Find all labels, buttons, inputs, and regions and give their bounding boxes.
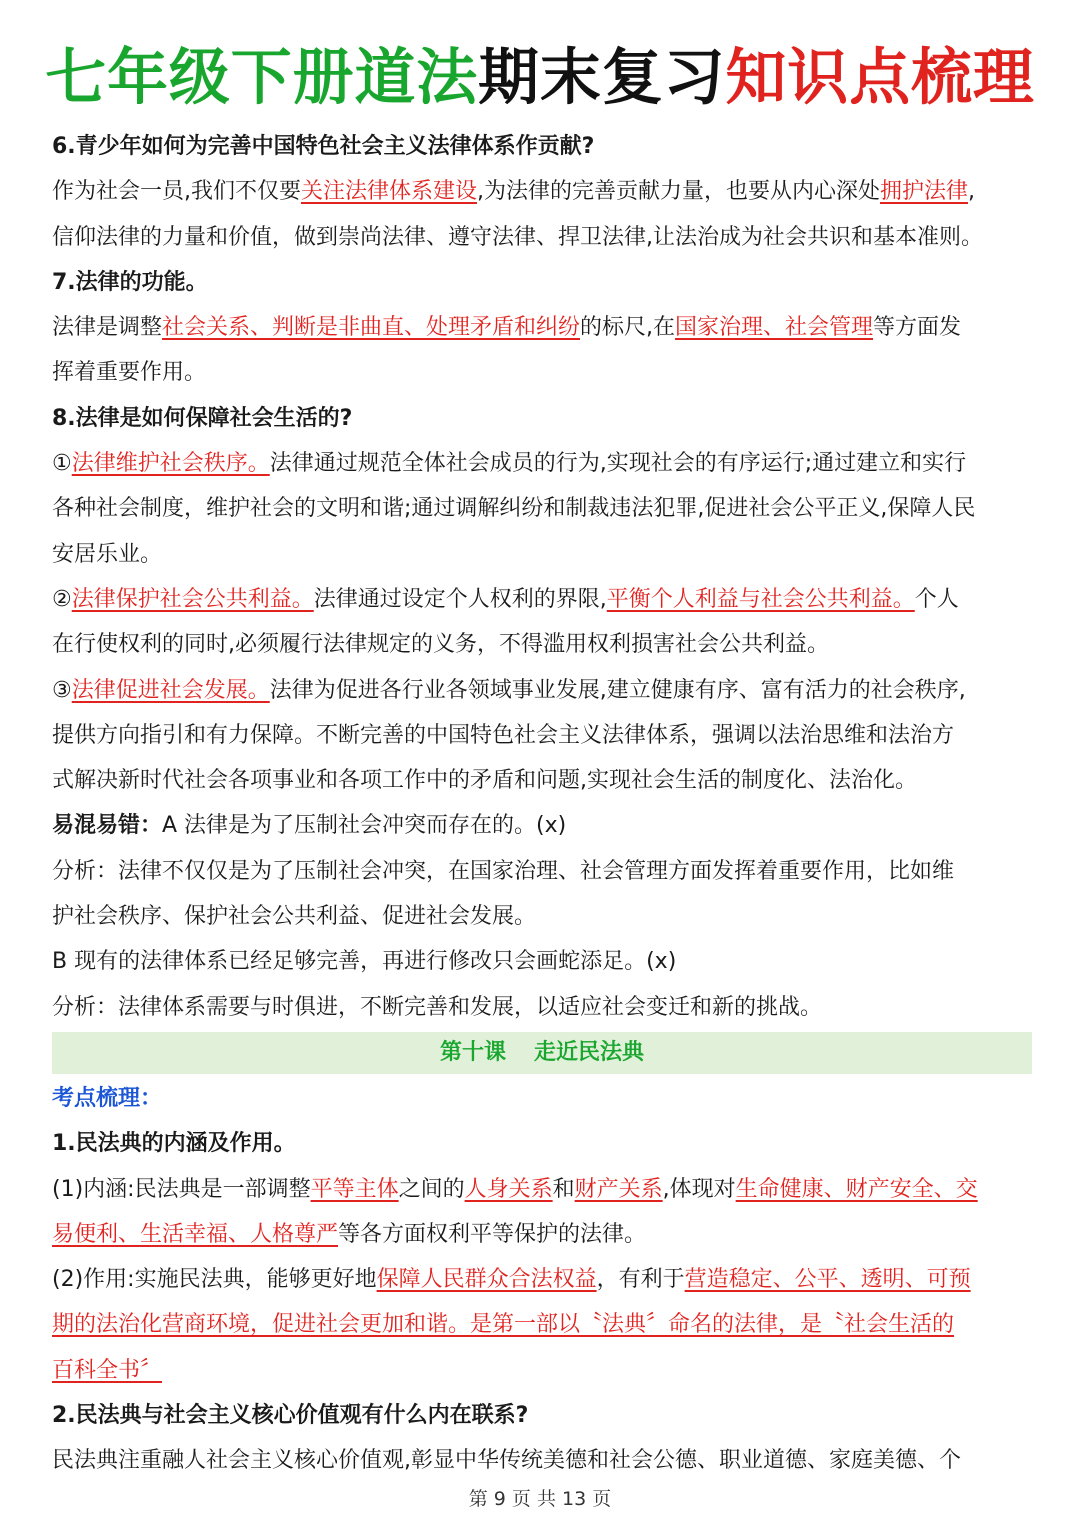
- title-part-3: 知识点梳理: [725, 43, 1035, 113]
- text: 法律通过规范全体社会成员的行为,实现社会的有序运行;通过建立和实行: [269, 451, 967, 477]
- page-number: 第 9 页 共 13 页: [468, 1488, 612, 1510]
- circled-number: ①: [52, 451, 72, 477]
- q8-point-3-line-3: 式解决新时代社会各项事业和各项工作中的矛盾和问题,实现社会生活的制度化、法治化。: [52, 768, 917, 794]
- circled-number: ②: [52, 586, 72, 612]
- m1-n2-line-3: [52, 1348, 1032, 1393]
- q8-point-1-line-3: 安居乐业。: [52, 541, 163, 567]
- mistake-a-analysis-2: 护社会秩序、保护社会公共利益、促进社会发展。: [52, 904, 537, 930]
- keypoint: 拥护法律: [880, 179, 969, 205]
- title-part-1: 七年级下册道法: [45, 43, 479, 113]
- text: 作为社会一员,我们不仅要: [52, 179, 301, 205]
- kaodian-heading: 考点梳理：: [52, 1085, 163, 1111]
- keypoint: 国家治理、社会管理: [675, 315, 874, 341]
- m1-n1-line-2: [52, 1212, 1032, 1257]
- text: 和: [552, 1176, 575, 1202]
- text: 法律是调整: [52, 315, 163, 341]
- q8-point-2-line-1: [52, 577, 1032, 622]
- keypoint: 易便利、生活幸福、人格尊严: [52, 1221, 339, 1247]
- mistake-a: [52, 803, 1032, 848]
- keypoint: 生命健康、财产安全、交: [735, 1176, 978, 1202]
- m1-heading: 1.民法典的内涵及作用。: [52, 1131, 296, 1157]
- q7-line-2: 挥着重要作用。: [52, 360, 207, 386]
- text: 等方面发: [873, 315, 962, 341]
- keypoint: 营造稳定、公平、透明、可预: [684, 1267, 971, 1293]
- keypoint: 财产关系: [574, 1176, 663, 1202]
- mistake-label: 易混易错：: [52, 813, 163, 839]
- m1-n2-line-1: [52, 1257, 1032, 1302]
- keypoint: 法律促进社会发展。: [71, 677, 270, 703]
- text: 法律通过设定个人权利的界限,: [313, 586, 607, 612]
- mistake-a-analysis-1: 分析：法律不仅仅是为了压制社会冲突，在国家治理、社会管理方面发挥着重要作用，比如维: [52, 858, 955, 884]
- q8-point-2-line-2: 在行使权利的同时,必须履行法律规定的义务，不得滥用权利损害社会公共利益。: [52, 632, 829, 658]
- q7-heading: 7.法律的功能。: [52, 269, 208, 295]
- text: 等各方面权利平等保护的法律。: [338, 1221, 647, 1247]
- mistake-b: B 现有的法律体系已经足够完善，再进行修改只会画蛇添足。(x): [52, 949, 677, 975]
- q6-heading: 6.青少年如何为完善中国特色社会主义法律体系作贡献?: [52, 134, 595, 159]
- m2-line-1: 民法典注重融人社会主义核心价值观,彰显中华传统美德和社会公德、职业道德、家庭美德、个: [52, 1448, 961, 1474]
- keypoint: 关注法律体系建设: [301, 179, 478, 205]
- text: (2)作用:实施民法典，能够更好地: [52, 1267, 377, 1293]
- text: A 法律是为了压制社会冲突而存在的。(x): [162, 813, 567, 839]
- lesson-name: 走近民法典: [534, 1039, 645, 1065]
- q8-heading: 8.法律是如何保障社会生活的?: [52, 405, 353, 431]
- q8-point-3-line-2: 提供方向指引和有力保障。不断完善的中国特色社会主义法律体系，强调以法治思维和法治方: [52, 722, 955, 748]
- keypoint: 期的法治化营商环境，促进社会更加和谐。是第一部以〝法典〞命名的法律，是〝社会生活的: [52, 1312, 955, 1338]
- keypoint: 法律维护社会秩序。: [71, 451, 270, 477]
- q8-point-3-line-1: [52, 668, 1032, 713]
- title-part-2: 期末复习: [478, 43, 726, 113]
- text: 的标尺,在: [580, 315, 676, 341]
- text: (1)内涵:民法典是一部调整: [52, 1176, 311, 1202]
- text: 法律为促进各行业各领域事业发展,建立健康有序、富有活力的社会秩序,: [269, 677, 966, 703]
- q7-line-1: [52, 305, 1032, 350]
- m1-n1-line-1: [52, 1167, 1032, 1212]
- text: 之间的: [398, 1176, 465, 1202]
- keypoint: 平等主体: [310, 1176, 399, 1202]
- q8-point-1-line-2: 各种社会制度，维护社会的文明和谐;通过调解纠纷和制裁违法犯罪,促进社会公平正义,保障人民: [52, 496, 976, 522]
- q6-line-1: [52, 169, 1032, 214]
- text: ，有利于: [596, 1267, 685, 1293]
- document-body: [52, 124, 1032, 1484]
- keypoint: 保障人民群众合法权益: [376, 1267, 597, 1293]
- keypoint: 平衡个人利益与社会公共利益。: [606, 586, 915, 612]
- keypoint: 百科全书〞: [52, 1357, 163, 1383]
- keypoint: 人身关系: [464, 1176, 553, 1202]
- text: 个人: [914, 586, 959, 612]
- m2-heading: 2.民法典与社会主义核心价值观有什么内在联系?: [52, 1403, 529, 1429]
- q6-line-2: 信仰法律的力量和价值，做到崇尚法律、遵守法律、捍卫法律,让法治成为社会共识和基本准则。: [52, 224, 983, 250]
- text: ,为法律的完善贡献力量，也要从内心深处: [477, 179, 881, 205]
- m1-n2-line-2: [52, 1302, 1032, 1347]
- text: ,体现对: [662, 1176, 736, 1202]
- mistake-b-analysis: 分析：法律体系需要与时俱进，不断完善和发展，以适应社会变迁和新的挑战。: [52, 994, 823, 1020]
- lesson-banner: [52, 1032, 1032, 1074]
- circled-number: ③: [52, 677, 72, 703]
- keypoint: 法律保护社会公共利益。: [71, 586, 314, 612]
- keypoint: 社会关系、判断是非曲直、处理矛盾和纠纷: [162, 315, 581, 341]
- lesson-number: 第十课: [439, 1039, 506, 1065]
- q8-point-1-line-1: [52, 441, 1032, 486]
- page-title: [0, 38, 1080, 118]
- text: ,: [968, 179, 976, 205]
